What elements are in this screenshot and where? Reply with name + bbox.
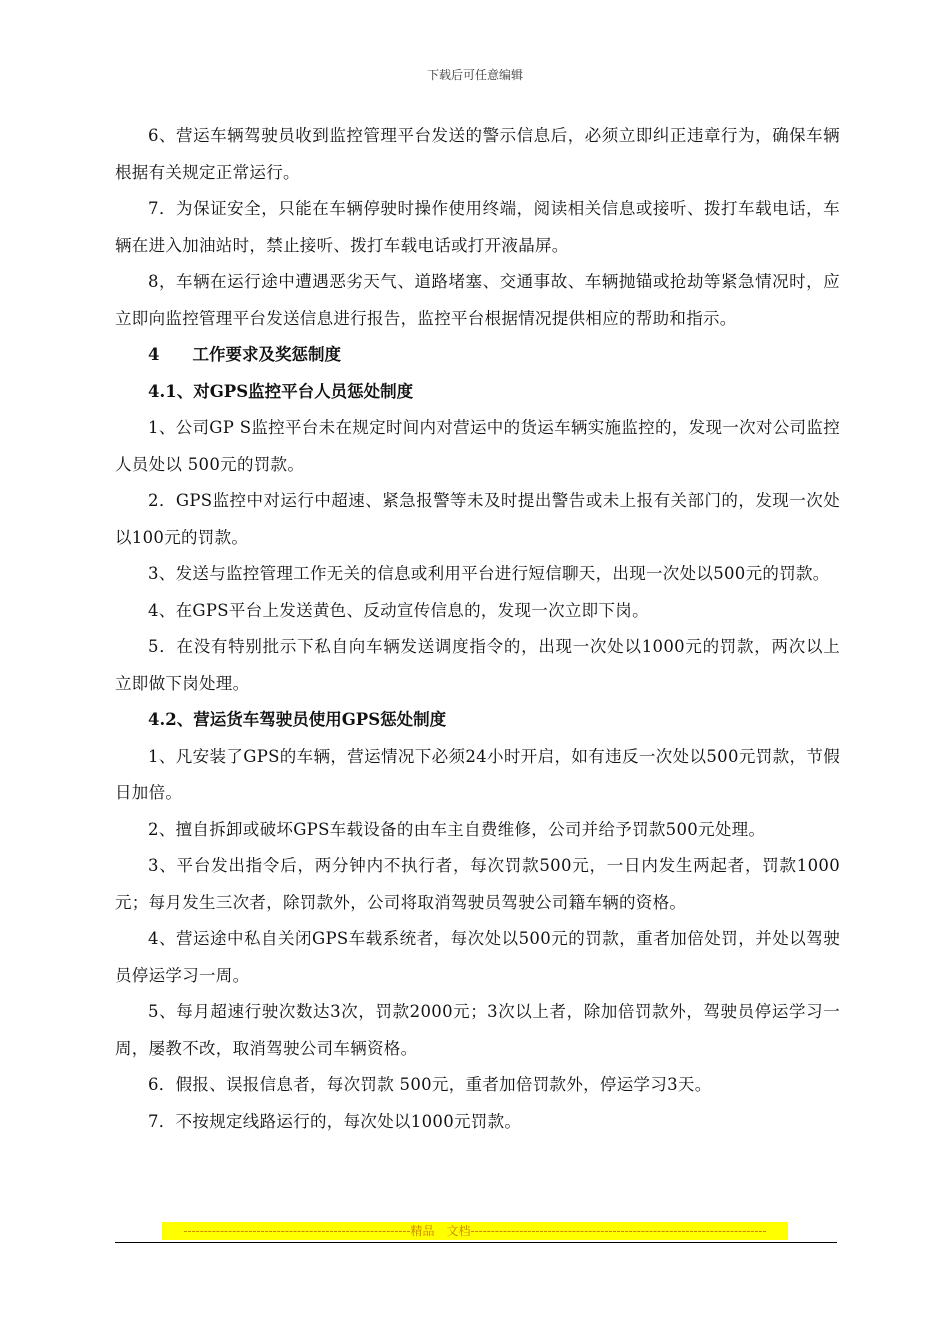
rule-4-2-item-5: 5、每月超速行驶次数达3次，罚款2000元；3次以上者，除加倍罚款外，驾驶员停运学习一周，屡教不改，取消驾驶公司车辆资格。: [115, 1002, 840, 1058]
rule-4-2-item-4: 4、营运途中私自关闭GPS车载系统者，每次处以500元的罚款，重者加倍处罚，并处以驾驶员停运学习一周。: [115, 929, 840, 985]
rule-4-1-item-5: 5．在没有特别批示下私自向车辆发送调度指令的，出现一次处以1000元的罚款，两次以上立即做下岗处理。: [115, 637, 840, 693]
section-4-1-heading: 4.1、对GPS监控平台人员惩处制度: [148, 381, 414, 401]
rule-4-1-item-4: 4、在GPS平台上发送黄色、反动宣传信息的，发现一次立即下岗。: [148, 600, 649, 620]
paragraph-7: 7．为保证安全，只能在车辆停驶时操作使用终端，阅读相关信息或接听、拨打车载电话，车辆在进入加油站时，禁止接听、拨打车载电话或打开液晶屏。: [115, 199, 840, 255]
paragraph-8: 8，车辆在运行途中遭遇恶劣天气、道路堵塞、交通事故、车辆抛锚或抢劫等紧急情况时，应立即向监控管理平台发送信息进行报告，监控平台根据情况提供相应的帮助和指示。: [115, 272, 840, 328]
section-4-2-heading: 4.2、营运货车驾驶员使用GPS惩处制度: [148, 710, 447, 729]
rule-4-2-item-3: 3、平台发出指令后，两分钟内不执行者，每次罚款500元，一日内发生两起者，罚款1000元；每月发生三次者，除罚款外，公司将取消驾驶员驾驶公司籍车辆的资格。: [115, 856, 840, 912]
rule-4-2-item-1: 1、凡安装了GPS的车辆，营运情况下必须24小时开启，如有违反一次处以500元罚款，节假日加倍。: [115, 746, 840, 802]
rule-4-2-item-2: 2、擅自拆卸或破坏GPS车载设备的由车主自费维修，公司并给予罚款500元处理。: [148, 819, 766, 839]
footer-watermark-band: --------------------------------------------------------精品 文档-------------------------------------------------------------------------: [162, 1222, 788, 1240]
section-4-heading: 4 工作要求及奖惩制度: [148, 345, 341, 364]
header-note: 下载后可任意编辑: [426, 68, 523, 82]
paragraph-6: 6、营运车辆驾驶员收到监控管理平台发送的警示信息后，必须立即纠正违章行为，确保车辆根据有关规定正常运行。: [115, 126, 840, 182]
document-body: [115, 118, 840, 1140]
rule-4-1-item-2: 2．GPS监控中对运行中超速、紧急报警等未及时提出警告或未上报有关部门的，发现一次处以100元的罚款。: [115, 491, 840, 547]
rule-4-2-item-7: 7．不按规定线路运行的，每次处以1000元罚款。: [148, 1111, 522, 1131]
rule-4-1-item-1: 1、公司GP S监控平台未在规定时间内对营运中的货运车辆实施监控的，发现一次对公司监控人员处以 500元的罚款。: [115, 418, 840, 474]
rule-4-1-item-3: 3、发送与监控管理工作无关的信息或利用平台进行短信聊天，出现一次处以500元的罚款。: [148, 564, 830, 583]
footer-divider: [115, 1242, 837, 1243]
rule-4-2-item-6: 6．假报、误报信息者，每次罚款 500元，重者加倍罚款外，停运学习3天。: [148, 1075, 712, 1094]
